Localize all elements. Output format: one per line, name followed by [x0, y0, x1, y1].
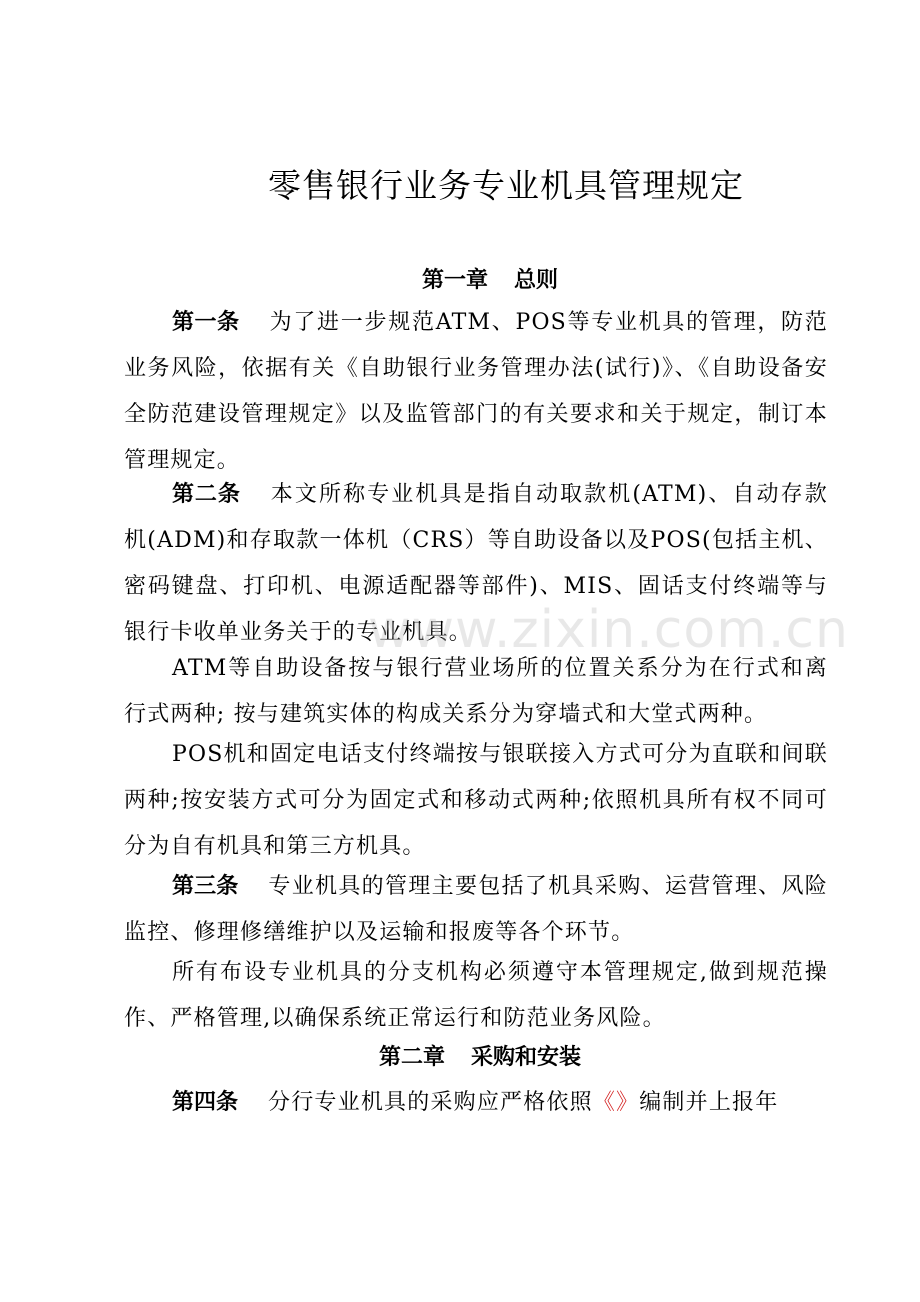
article-4-label: 第四条: [172, 1090, 239, 1115]
article-4-text-before: 分行专业机具的采购应严格依照: [268, 1090, 593, 1115]
atm-classification-text: ATM等自助设备按与银行营业场所的位置关系分为在行式和离行式两种; 按与建筑实体的构成关系分为穿墙式和大堂式两种。: [124, 656, 828, 727]
chapter-2-name: 采购和安装: [471, 1044, 582, 1070]
compliance-paragraph: [124, 950, 828, 1042]
pos-classification-paragraph: [124, 732, 828, 870]
article-4-red-mark: 《》: [592, 1090, 640, 1115]
article-2-paragraph: [124, 472, 828, 656]
article-2-label: 第二条: [172, 482, 241, 507]
article-3-paragraph: [124, 864, 828, 956]
compliance-text: 所有布设专业机具的分支机构必须遵守本管理规定,做到规范操作、严格管理,以确保系统正常运行和防范业务风险。: [124, 960, 828, 1031]
atm-classification-paragraph: [124, 646, 828, 738]
article-3-label: 第三条: [172, 874, 239, 899]
article-4-text-after: 编制并上报年: [639, 1090, 779, 1115]
article-1-text: 为了进一步规范ATM、POS等专业机具的管理，防范业务风险，依据有关《自助银行业务管理办法(试行)》、《自助设备安全防范建设管理规定》以及监管部门的有关要求和关于规定，制订本管理规定。: [124, 310, 828, 473]
chapter-2-heading: [20, 1040, 920, 1071]
article-1-paragraph: [124, 300, 828, 484]
article-2-text: 本文所称专业机具是指自动取款机(ATM)、自动存款机(ADM)和存取款一体机（CRS）等自助设备以及POS(包括主机、密码键盘、打印机、电源适配器等部件)、MIS、固话支付终端等与银行卡收单业务关于的专业机具。: [124, 482, 828, 645]
chapter-1-number: 第一章: [421, 267, 488, 293]
article-3-text: 专业机具的管理主要包括了机具采购、运营管理、风险监控、修理修缮维护以及运输和报废等各个环节。: [124, 874, 828, 945]
chapter-1-heading: [30, 263, 920, 294]
article-4-paragraph: [124, 1080, 828, 1126]
chapter-2-number: 第二章: [378, 1044, 445, 1070]
chapter-1-name: 总则: [514, 267, 559, 293]
article-1-label: 第一条: [172, 310, 240, 335]
document-title: 零售银行业务专业机具管理规定: [268, 166, 744, 205]
watermark: www.zixin.com.cn: [368, 600, 849, 660]
pos-classification-text: POS机和固定电话支付终端按与银联接入方式可分为直联和间联两种;按安装方式可分为固定式和移动式两种;依照机具所有权不同可分为自有机具和第三方机具。: [124, 742, 828, 859]
